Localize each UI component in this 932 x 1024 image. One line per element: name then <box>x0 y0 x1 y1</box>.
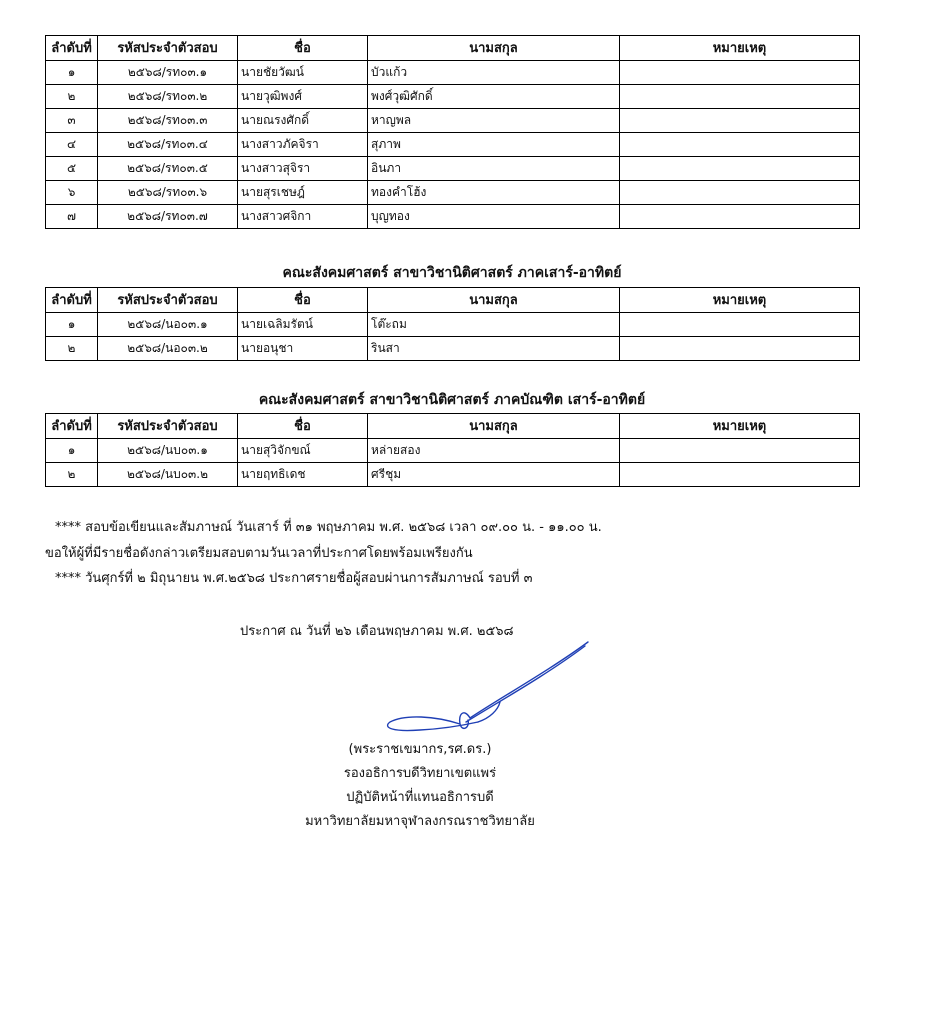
cell-last-name: พงศ์วุฒิศักดิ์ <box>368 85 620 109</box>
cell-exam-id: ๒๕๖๘/นอ๐๓.๒ <box>98 337 238 361</box>
cell-remark <box>620 439 860 463</box>
cell-first-name: นายสุรเชษฎ์ <box>238 181 368 205</box>
table-row <box>46 157 860 181</box>
cell-exam-id: ๒๕๖๘/นบ๐๓.๒ <box>98 463 238 487</box>
table-row <box>46 181 860 205</box>
cell-last-name: รินสา <box>368 337 620 361</box>
header-first-name: ชื่อ <box>238 288 368 313</box>
result-announcement-note: **** วันศุกร์ที่ ๒ มิถุนายน พ.ศ.๒๕๖๘ ประกาศรายชื่อผู้สอบผ่านการสัมภาษณ์ รอบที่ ๓ <box>55 571 533 586</box>
table-row <box>46 61 860 85</box>
cell-no: ๑ <box>46 439 98 463</box>
cell-remark <box>620 205 860 229</box>
header-last-name: นามสกุล <box>368 414 620 439</box>
header-no: ลำดับที่ <box>46 36 98 61</box>
cell-remark <box>620 157 860 181</box>
table-header-row <box>46 414 860 439</box>
table-row <box>46 463 860 487</box>
cell-no: ๔ <box>46 133 98 157</box>
signature-image <box>380 640 595 735</box>
cell-first-name: นางสาวสุจิรา <box>238 157 368 181</box>
cell-no: ๑ <box>46 61 98 85</box>
cell-remark <box>620 61 860 85</box>
header-exam-id: รหัสประจำตัวสอบ <box>98 36 238 61</box>
cell-exam-id: ๒๕๖๘/รท๐๓.๗ <box>98 205 238 229</box>
table-row <box>46 133 860 157</box>
cell-exam-id: ๒๕๖๘/รท๐๓.๑ <box>98 61 238 85</box>
header-remark: หมายเหตุ <box>620 288 860 313</box>
cell-first-name: นายวุฒิพงศ์ <box>238 85 368 109</box>
header-last-name: นามสกุล <box>368 288 620 313</box>
cell-last-name: โต๊ะถม <box>368 313 620 337</box>
header-no: ลำดับที่ <box>46 288 98 313</box>
section-title-graduate-weekend: คณะสังคมศาสตร์ สาขาวิชานิติศาสตร์ ภาคบัณฑิต เสาร์-อาทิตย์ <box>258 392 646 408</box>
exam-schedule-note: **** สอบข้อเขียนและสัมภาษณ์ วันเสาร์ ที่ ๓๑ พฤษภาคม พ.ศ. ๒๕๖๘ เวลา ๐๙.๐๐ น. - ๑๑.๐๐ น. <box>55 520 602 535</box>
cell-first-name: นายเฉลิมรัตน์ <box>238 313 368 337</box>
cell-remark <box>620 109 860 133</box>
roster-table-section-2 <box>45 287 860 361</box>
cell-last-name: ทองคำโฮ้ง <box>368 181 620 205</box>
cell-first-name: นายอนุชา <box>238 337 368 361</box>
signatory-acting-position: ปฏิบัติหน้าที่แทนอธิการบดี <box>346 790 494 805</box>
cell-last-name: หาญพล <box>368 109 620 133</box>
cell-last-name: สุภาพ <box>368 133 620 157</box>
cell-first-name: นางสาวศจิกา <box>238 205 368 229</box>
cell-remark <box>620 85 860 109</box>
cell-no: ๒ <box>46 337 98 361</box>
cell-exam-id: ๒๕๖๘/นบ๐๓.๑ <box>98 439 238 463</box>
table-header-row <box>46 288 860 313</box>
cell-remark <box>620 133 860 157</box>
cell-first-name: นายณรงศักดิ์ <box>238 109 368 133</box>
table-row <box>46 439 860 463</box>
university-name: มหาวิทยาลัยมหาจุฬาลงกรณราชวิทยาลัย <box>305 814 535 829</box>
roster-table-section-1 <box>45 35 860 229</box>
table-row <box>46 85 860 109</box>
cell-first-name: นายชัยวัฒน์ <box>238 61 368 85</box>
table-row <box>46 109 860 133</box>
roster-table-section-3 <box>45 413 860 487</box>
cell-last-name: ศรีชุม <box>368 463 620 487</box>
header-exam-id: รหัสประจำตัวสอบ <box>98 288 238 313</box>
cell-last-name: หล่ายสอง <box>368 439 620 463</box>
header-remark: หมายเหตุ <box>620 36 860 61</box>
header-first-name: ชื่อ <box>238 414 368 439</box>
signatory-position: รองอธิการบดีวิทยาเขตแพร่ <box>343 766 497 781</box>
cell-no: ๗ <box>46 205 98 229</box>
header-no: ลำดับที่ <box>46 414 98 439</box>
header-first-name: ชื่อ <box>238 36 368 61</box>
header-last-name: นามสกุล <box>368 36 620 61</box>
cell-exam-id: ๒๕๖๘/รท๐๓.๔ <box>98 133 238 157</box>
announcement-date: ประกาศ ณ วันที่ ๒๖ เดือนพฤษภาคม พ.ศ. ๒๕๖๘ <box>240 624 514 639</box>
preparation-note: ขอให้ผู้ที่มีรายชื่อดังกล่าวเตรียมสอบตามวันเวลาที่ประกาศโดยพร้อมเพรียงกัน <box>45 546 473 561</box>
header-exam-id: รหัสประจำตัวสอบ <box>98 414 238 439</box>
cell-remark <box>620 463 860 487</box>
cell-last-name: บุญทอง <box>368 205 620 229</box>
cell-remark <box>620 181 860 205</box>
cell-exam-id: ๒๕๖๘/รท๐๓.๖ <box>98 181 238 205</box>
table-row <box>46 313 860 337</box>
cell-no: ๖ <box>46 181 98 205</box>
section-title-weekend: คณะสังคมศาสตร์ สาขาวิชานิติศาสตร์ ภาคเสาร์-อาทิตย์ <box>282 265 622 281</box>
cell-no: ๕ <box>46 157 98 181</box>
signatory-name: (พระราชเขมากร,รศ.ดร.) <box>348 742 492 757</box>
cell-exam-id: ๒๕๖๘/นอ๐๓.๑ <box>98 313 238 337</box>
cell-no: ๒ <box>46 85 98 109</box>
table-row <box>46 337 860 361</box>
cell-remark <box>620 337 860 361</box>
cell-first-name: นางสาวภัคจิรา <box>238 133 368 157</box>
cell-first-name: นายสุวิจักขณ์ <box>238 439 368 463</box>
cell-no: ๓ <box>46 109 98 133</box>
cell-remark <box>620 313 860 337</box>
cell-first-name: นายฤทธิเดช <box>238 463 368 487</box>
cell-exam-id: ๒๕๖๘/รท๐๓.๓ <box>98 109 238 133</box>
cell-exam-id: ๒๕๖๘/รท๐๓.๕ <box>98 157 238 181</box>
cell-last-name: อินภา <box>368 157 620 181</box>
cell-no: ๒ <box>46 463 98 487</box>
cell-last-name: บัวแก้ว <box>368 61 620 85</box>
cell-no: ๑ <box>46 313 98 337</box>
cell-exam-id: ๒๕๖๘/รท๐๓.๒ <box>98 85 238 109</box>
header-remark: หมายเหตุ <box>620 414 860 439</box>
table-header-row <box>46 36 860 61</box>
table-row <box>46 205 860 229</box>
